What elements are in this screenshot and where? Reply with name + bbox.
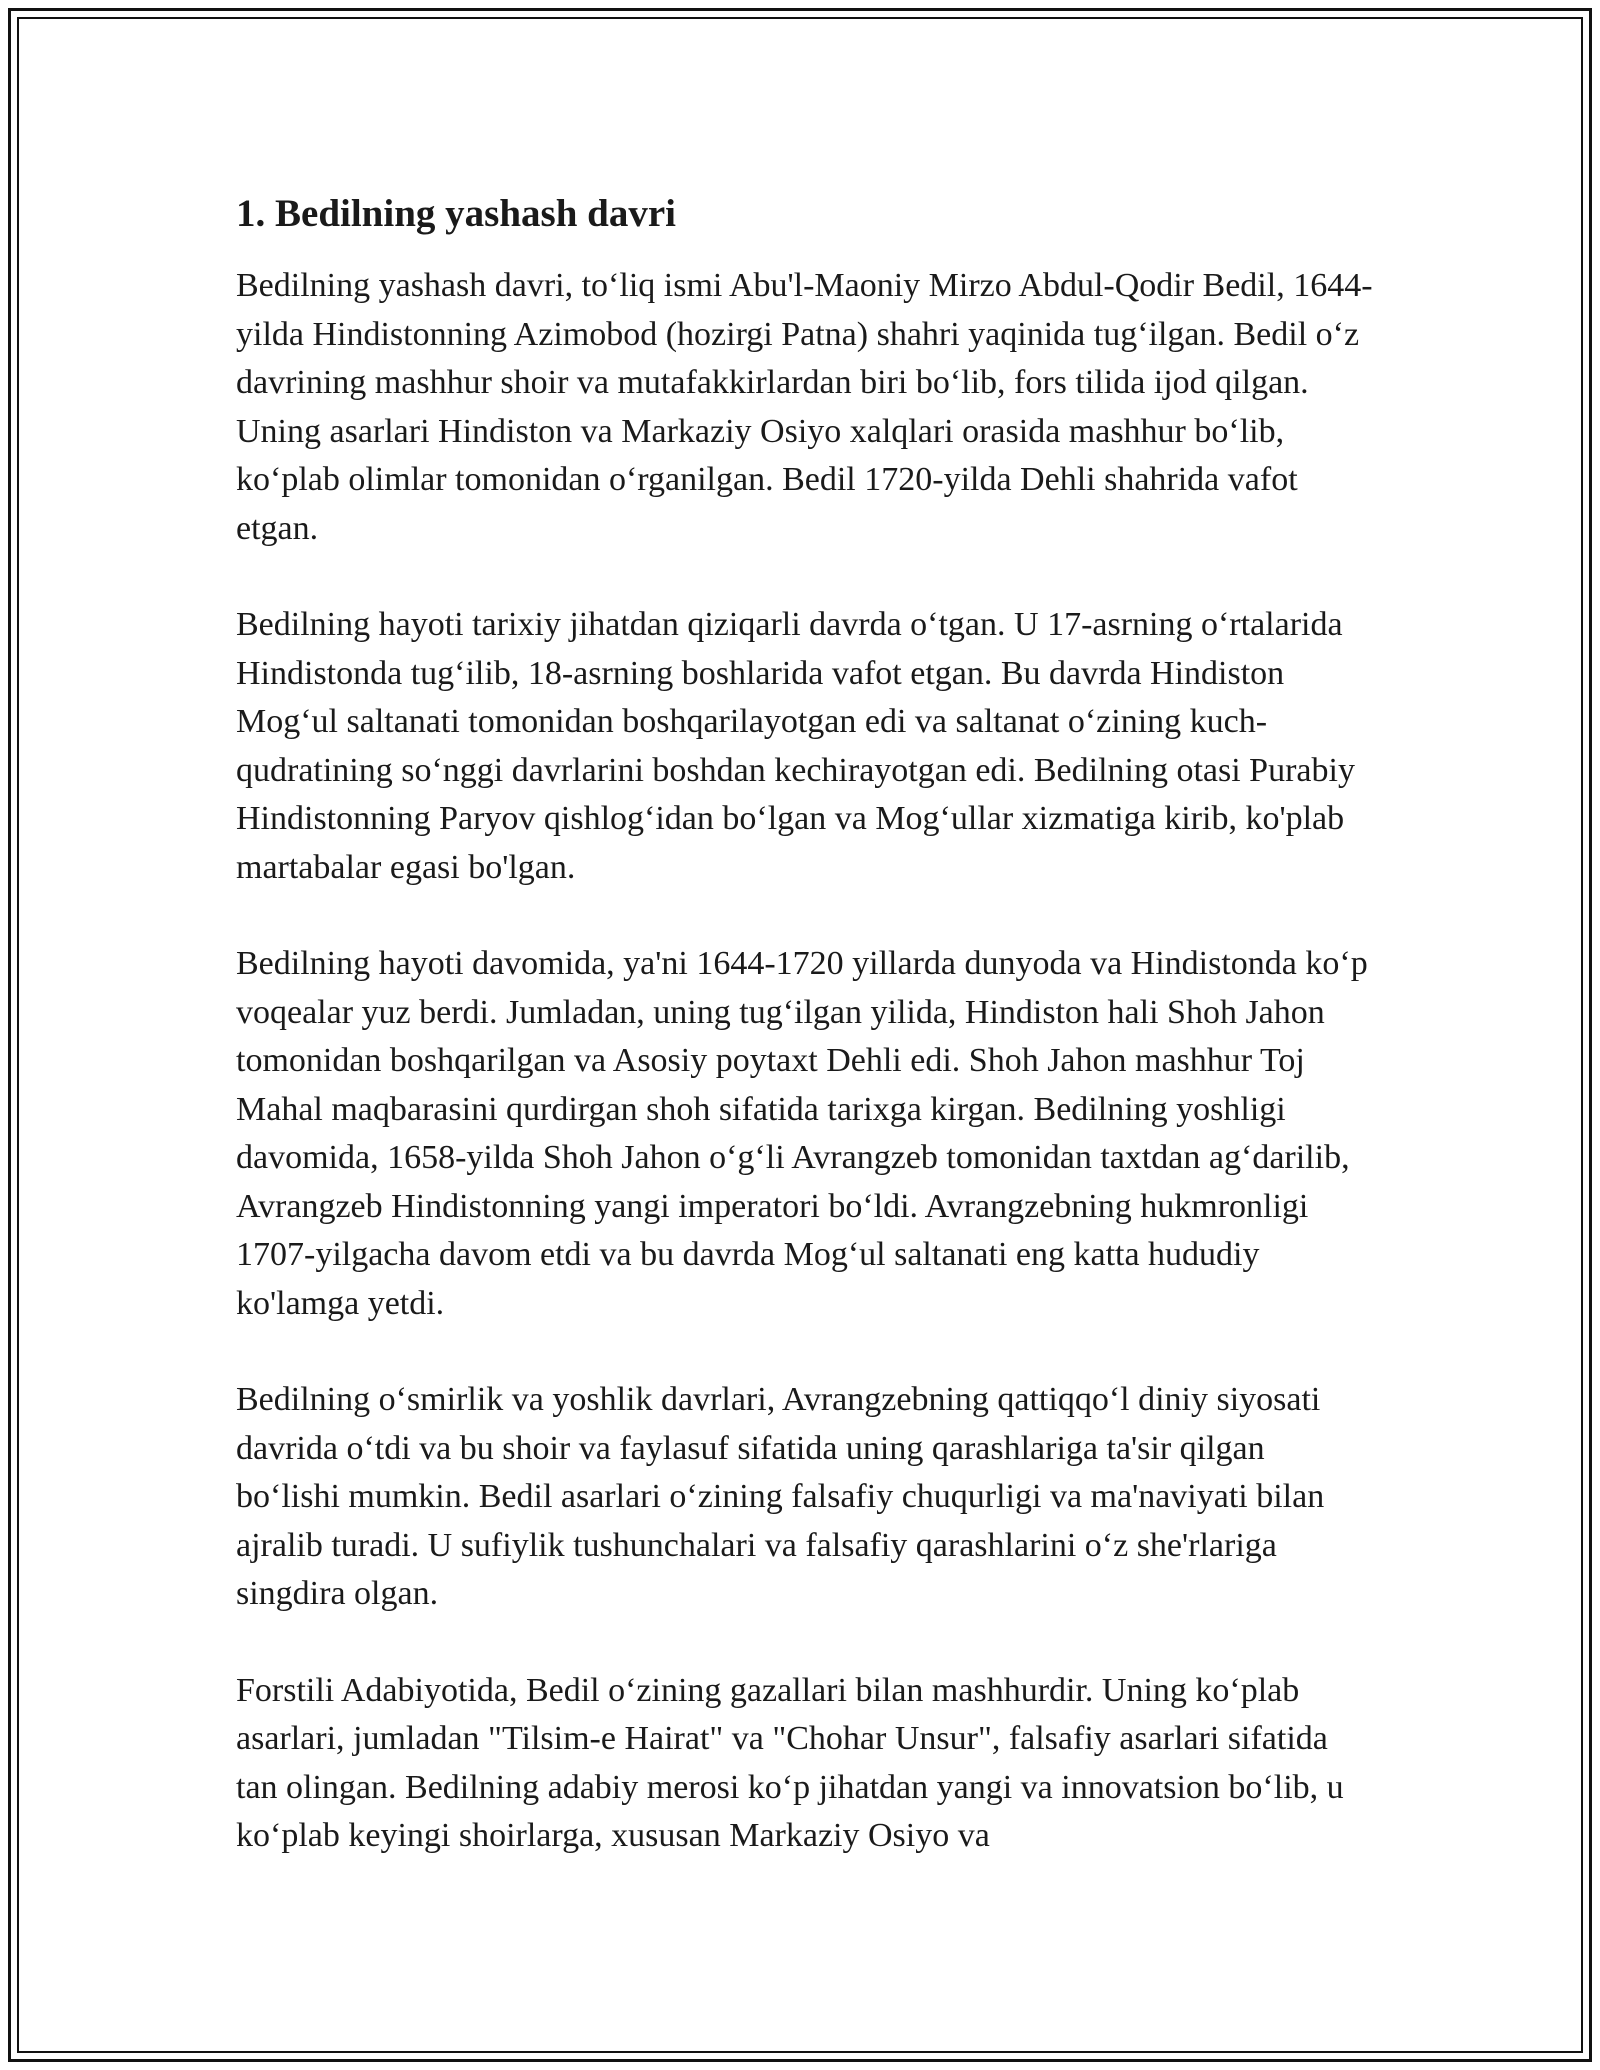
paragraph-3: Bedilning hayoti davomida, ya'ni 1644-1720 yillarda dunyoda va Hindistonda ko‘p voqealar yuz berdi. Jumladan, uning tug‘ilgan yilida, Hindiston hali Shoh Jahon tomonidan boshqarilgan va Asosiy poytaxt Dehli edi. Shoh Jahon mashhur Toj Mahal maqbarasini qurdirgan shoh sifatida tarixga kirgan. Bedilning yoshligi davomida, 1658-yilda Shoh Jahon o‘g‘li Avrangzeb tomonidan taxtdan ag‘darilib, Avrangzeb Hindistonning yangi imperatori bo‘ldi. Avrangzebning hukmronligi 1707-yilgacha davom etdi va bu davrda Mog‘ul saltanati eng katta hududiy ko'lamga yetdi. <box>236 945 1368 1322</box>
paragraph-4: Bedilning o‘smirlik va yoshlik davrlari, Avrangzebning qattiqqo‘l diniy siyosati davrida o‘tdi va bu shoir va faylasuf sifatida uning qarashlariga ta'sir qilgan bo‘lishi mumkin. Bedil asarlari o‘zining falsafiy chuqurligi va ma'naviyati bilan ajralib turadi. U sufiylik tushunchalari va falsafiy qarashlarini o‘z she'rlariga singdira olgan. <box>236 1381 1325 1612</box>
paragraph-1: Bedilning yashash davri, to‘liq ismi Abu'l-Maoniy Mirzo Abdul-Qodir Bedil, 1644-yilda Hindistonning Azimobod (hozirgi Patna) shahri yaqinida tug‘ilgan. Bedil o‘z davrining mashhur shoir va mutafakkirlardan biri bo‘lib, fors tilida ijod qilgan. Uning asarlari Hindiston va Markaziy Osiyo xalqlari orasida mashhur bo‘lib, ko‘plab olimlar tomonidan o‘rganilgan. Bedil 1720-yilda Dehli shahrida vafot etgan. <box>236 267 1373 547</box>
document-body <box>236 186 1376 1909</box>
section-heading: 1. Bedilning yashash davri <box>236 192 676 235</box>
paragraph-2: Bedilning hayoti tarixiy jihatdan qiziqarli davrda o‘tgan. U 17-asrning o‘rtalarida Hindistonda tug‘ilib, 18-asrning boshlarida vafot etgan. Bu davrda Hindiston Mog‘ul saltanati tomonidan boshqarilayotgan edi va saltanat o‘zining kuch-qudratining so‘nggi davrlarini boshdan kechirayotgan edi. Bedilning otasi Purabiy Hindistonning Paryov qishlog‘idan bo‘lgan va Mog‘ullar xizmatiga kirib, ko'plab martabalar egasi bo'lgan. <box>236 606 1355 886</box>
paragraph-5: Forstili Adabiyotida, Bedil o‘zining gazallari bilan mashhurdir. Uning ko‘plab asarlari, jumladan "Tilsim-e Hairat" va "Chohar Unsur", falsafiy asarlari sifatida tan olingan. Bedilning adabiy merosi ko‘p jihatdan yangi va innovatsion bo‘lib, u ko‘plab keyingi shoirlarga, xususan Markaziy Osiyo va <box>236 1671 1344 1854</box>
